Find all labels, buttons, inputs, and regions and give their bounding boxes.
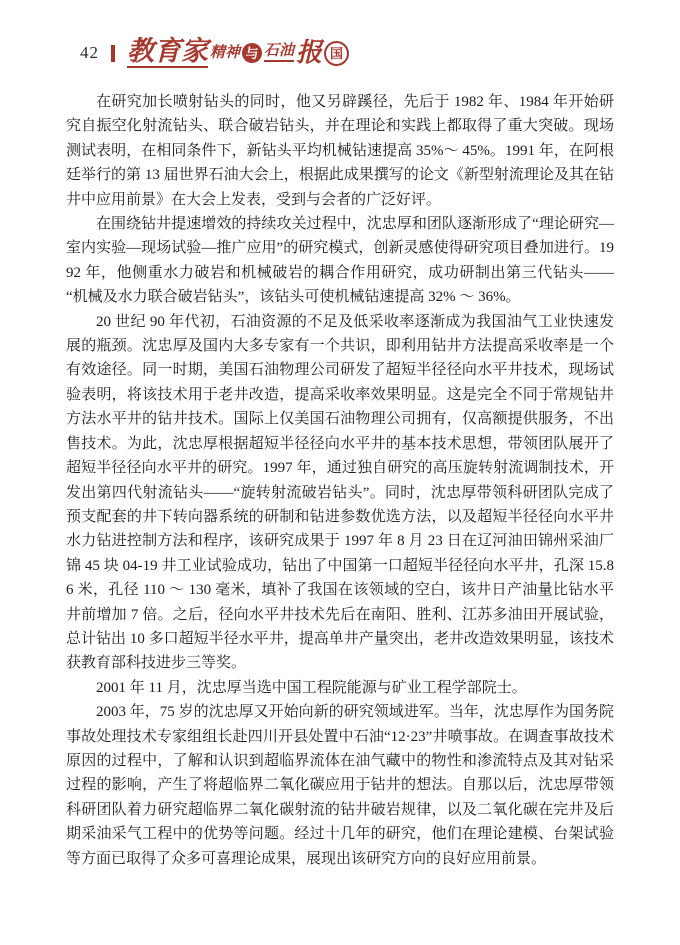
paragraph-1: 在研究加长喷射钻头的同时，他又另辟蹊径，先后于 1982 年、1984 年开始研究自振空化射流钻头、联合破岩钻头，并在理论和实践上都取得了重大突破。现场测试表明，在相同条件下，新钻头平均机械钻速提高 35%～ 45%。1991 年，在阿根廷举行的第 13 届世界石油大会上，根据此成果撰写的论文《新型射流理论及其在钻井中应用前景》在大会上发表，受到与会者的广泛好评。 <box>66 94 614 208</box>
logo-text-jiaoyujia: 教育家 <box>127 36 208 66</box>
body-text <box>66 90 614 871</box>
logo-text-shiyou: 石油 <box>264 44 294 62</box>
chapter-logo <box>127 38 349 68</box>
paragraph-3: 20 世纪 90 年代初，石油资源的不足及低采收率逐渐成为我国油气工业快速发展的瓶颈。沈忠厚及国内大多专家有一个共识，即利用钻井方法提高采收率是一个有效途径。同一时期，美国石油物理公司研发了超短半径径向水平井技术，现场试验表明，将该技术用于老井改造，提高采收率效果明显。这是完全不同于常规钻井方法水平井的钻井技术。国际上仅美国石油物理公司拥有，仅高额提供服务，不出售技术。为此，沈忠厚根据超短半径径向水平井的基本技术思想，带领团队展开了超短半径径向水平井的研究。1997 年，通过独自研究的高压旋转射流调制技术，开发出第四代射流钻头——“旋转射流破岩钻头”。同时，沈忠厚带领科研团队完成了预支配套的井下转向器系统的研制和钻进参数优选方法，以及超短半径径向水平井水力钻进控制方法和程序，该研究成果于 1997 年 8 月 23 日在辽河油田锦州采油厂锦 45 块 04-19 井工业试验成功，钻出了中国第一口超短半径径向水平井，孔深 15.86 米，孔径 110 ～ 130 毫米，填补了我国在该领域的空白，该井日产油量比钻水平井前增加 7 倍。之后，径向水平井技术先后在南阳、胜利、江苏多油田开展试验，总计钻出 10 多口超短半径水平井，提高单井产量突出，老井改造效果明显，该技术获教育部科技进步三等奖。 <box>66 313 614 672</box>
logo-text-jingshen: 精神 <box>210 44 241 61</box>
paragraph-2: 在围绕钻井提速增效的持续攻关过程中，沈忠厚和团队逐渐形成了“理论研究—室内实验—现场试验—推广应用”的研究模式，创新灵感使得研究项目叠加进行。1992 年，他侧重水力破岩和机械破岩的耦合作用研究，成功研制出第三代钻头——“机械及水力联合破岩钻头”，该钻头可使机械钻速提高 32% ～ 36%。 <box>66 216 614 306</box>
paragraph-4: 2001 年 11 月，沈忠厚当选中国工程院能源与矿业工程学部院士。 <box>96 679 527 696</box>
logo-text-bao: 报 <box>296 38 323 67</box>
page-number: 42 <box>80 43 99 62</box>
header-divider-bar <box>111 45 115 62</box>
paragraph-5: 2003 年，75 岁的沈忠厚又开始向新的研究领域进军。当年，沈忠厚作为国务院事故处理技术专家组组长赴四川开县处置中石油“12·23”井喷事故。在调查事故技术原因的过程中，了解和认识到超临界流体在油气藏中的物性和渗流特点及其对钻采过程的影响，产生了将超临界二氧化碳应用于钻井的想法。自那以后，沈忠厚带领科研团队着力研究超临界二氧化碳射流的钻井破岩规律，以及二氧化碳在完井及后期采油采气工程中的优势等问题。经过十几年的研究，他们在理论建模、台架试验等方面已取得了众多可喜理论成果，展现出该研究方向的良好应用前景。 <box>66 704 614 867</box>
page-header <box>80 36 614 70</box>
logo-yu-badge: 与 <box>242 43 262 63</box>
logo-guo-ring: 国 <box>324 41 349 66</box>
